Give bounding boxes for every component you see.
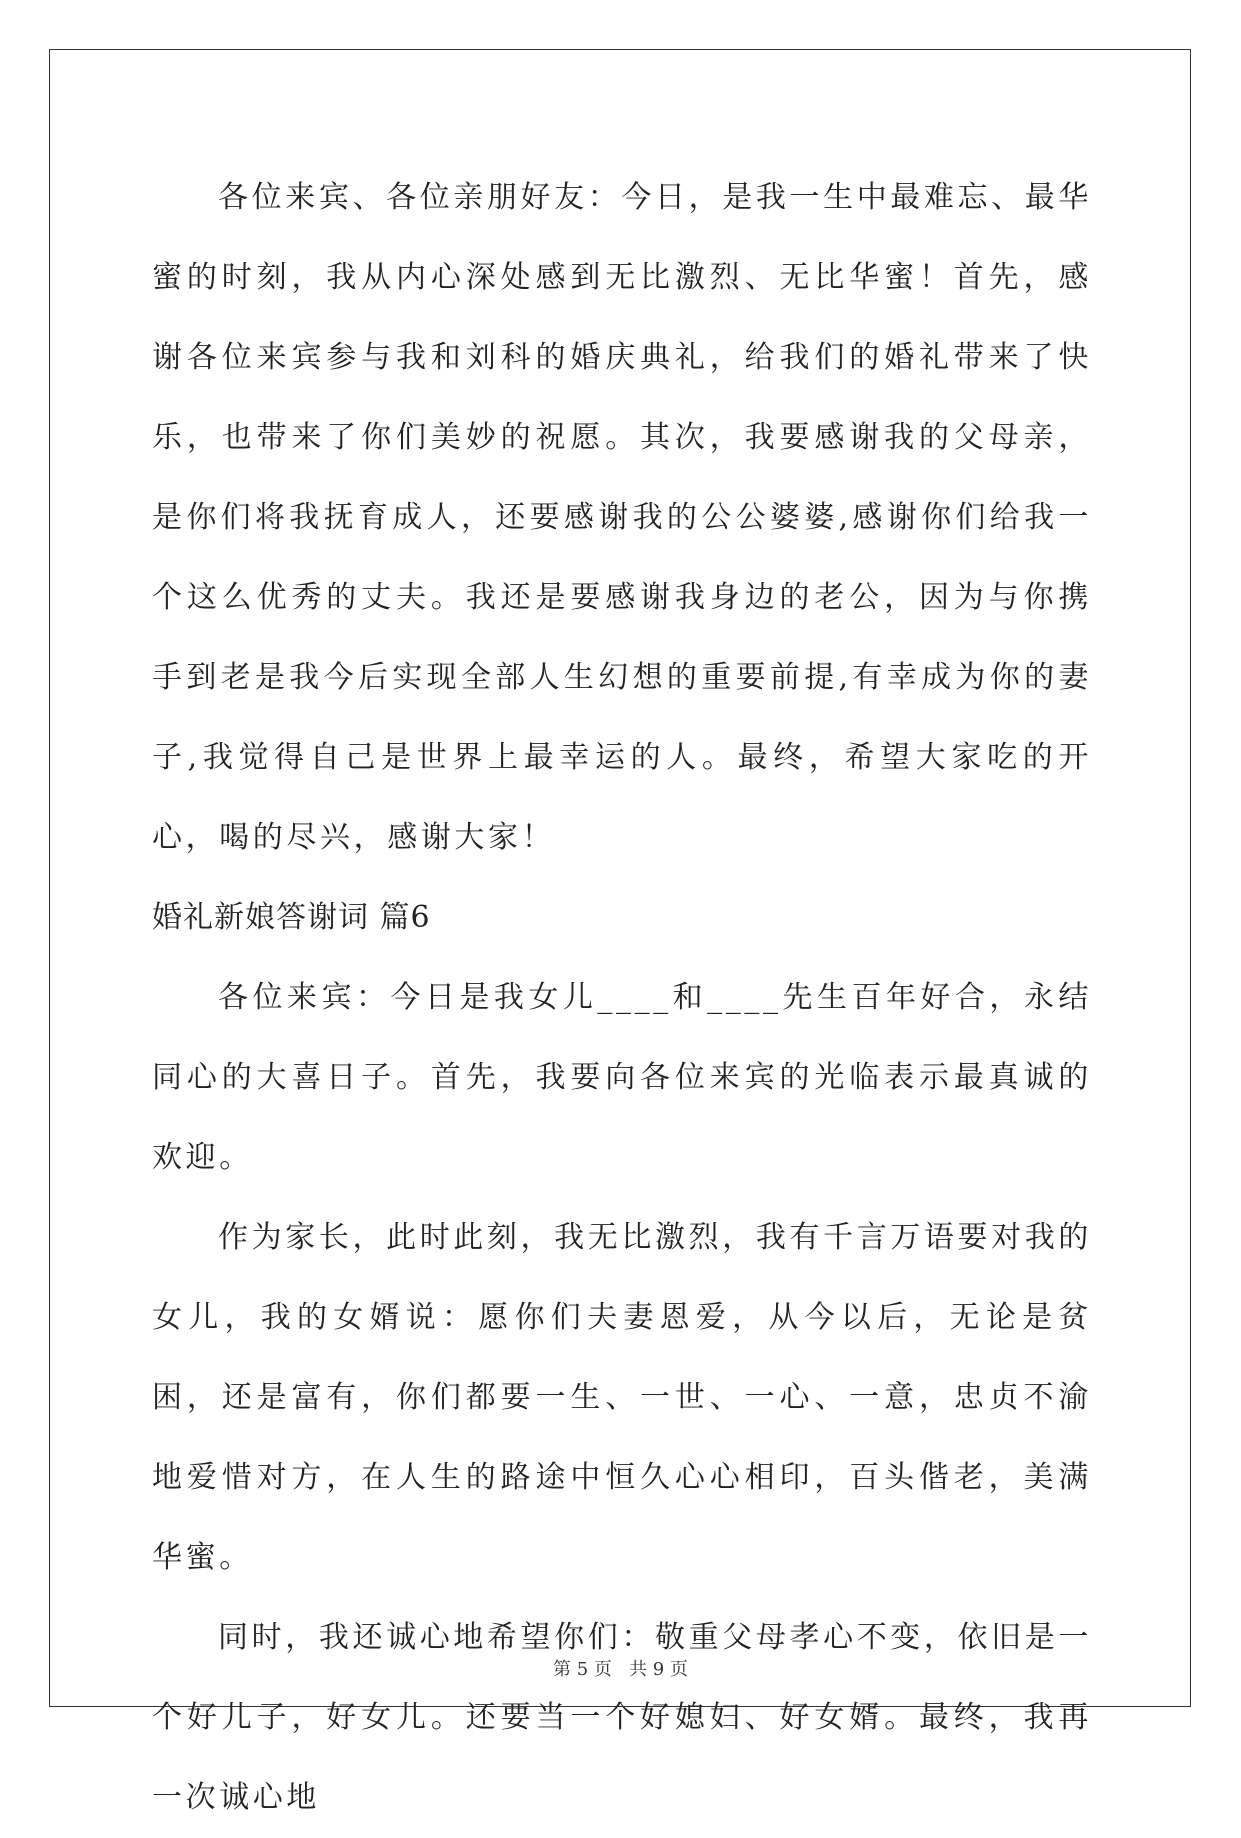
- paragraph-hope: 同时，我还诚心地希望你们：敬重父母孝心不变，依旧是一个好儿子，好女儿。还要当一个好媳妇、好女婿。最终，我再一次诚心地: [152, 1620, 1092, 1815]
- section-heading: 婚礼新娘答谢词 篇6: [152, 900, 431, 935]
- paragraph-guests-thanks: 各位来宾、各位亲朋好友：今日，是我一生中最难忘、最华蜜的时刻，我从内心深处感到无比激烈、无比华蜜！首先，感谢各位来宾参与我和刘科的婚庆典礼，给我们的婚礼带来了快乐，也带来了你们美妙的祝愿。其次，我要感谢我的父母亲，是你们将我抚育成人，还要感谢我的公公婆婆,感谢你们给我一个这么优秀的丈夫。我还是要感谢我身边的老公，因为与你携手到老是我今后实现全部人生幻想的重要前提,有幸成为你的妻子,我觉得自己是世界上最幸运的人。最终，希望大家吃的开心，喝的尽兴，感谢大家！: [152, 180, 1092, 855]
- paragraph-parent-wishes: 作为家长，此时此刻，我无比激烈，我有千言万语要对我的女儿，我的女婿说：愿你们夫妻恩爱，从今以后，无论是贫困，还是富有，你们都要一生、一世、一心、一意，忠贞不渝地爱惜对方，在人生的路途中恒久心心相印，百头偕老，美满华蜜。: [152, 1220, 1092, 1575]
- document-body: [152, 158, 1092, 1838]
- paragraph-welcome: 各位来宾：今日是我女儿____和____先生百年好合，永结同心的大喜日子。首先，我要向各位来宾的光临表示最真诚的欢迎。: [152, 980, 1092, 1175]
- page-number-footer: 第 5 页 共 9 页: [553, 1659, 688, 1680]
